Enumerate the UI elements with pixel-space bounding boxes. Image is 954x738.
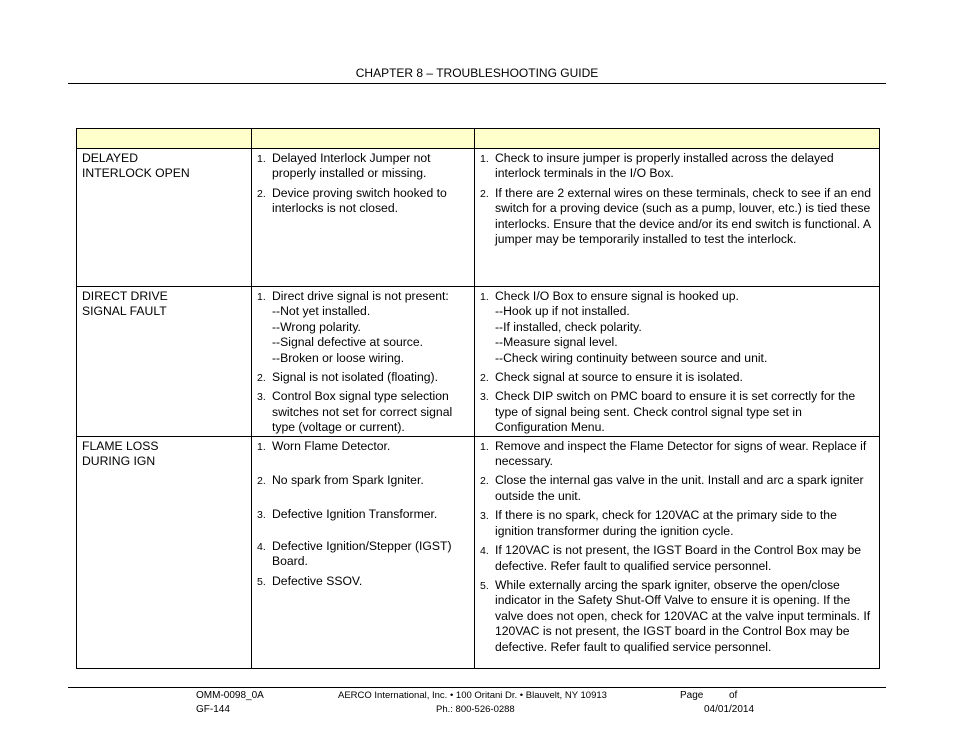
table-row: [77, 149, 880, 287]
probable-cause-cell: [252, 287, 475, 437]
item-number: 5.: [257, 575, 266, 588]
item-text: If there are 2 external wires on these terminals, check to see if an end switch for a proving device (such as a pump, louver, etc.) is tied these interlocks. Ensure that the device and/or its end switch is functional. A jumper may be temporarily installed to test the interlock.: [495, 185, 871, 247]
list-item: [480, 370, 875, 385]
item-text: Check I/O Box to ensure signal is hooked up.: [495, 289, 739, 303]
item-number: 2.: [480, 475, 489, 488]
item-number: 2.: [480, 372, 489, 385]
item-number: 3.: [480, 391, 489, 404]
fault-text: SIGNAL FAULT: [82, 304, 167, 319]
item-number: 2.: [257, 475, 266, 488]
corrective-action-cell: [475, 149, 880, 287]
fault-text: INTERLOCK OPEN: [82, 166, 190, 181]
list-item: [257, 289, 470, 366]
list-item: [480, 289, 875, 366]
item-text: Remove and inspect the Flame Detector for signs of wear. Replace if necessary.: [495, 438, 867, 469]
probable-cause-cell: [252, 149, 475, 287]
item-text: Check to insure jumper is properly installed across the delayed interlock terminals in the I/O Box.: [495, 151, 834, 181]
corrective-action-cell: [475, 436, 880, 668]
sub-item: --Hook up if not installed.: [495, 304, 630, 319]
header-cell-cause: [252, 129, 475, 149]
list-item: [480, 389, 875, 435]
list-item: [480, 508, 875, 539]
sub-item: --Not yet installed.: [272, 304, 371, 319]
item-text: Defective Ignition/Stepper (IGST) Board.: [272, 538, 452, 569]
sub-item: --Measure signal level.: [495, 335, 618, 350]
item-text: No spark from Spark Igniter.: [272, 473, 424, 488]
item-number: 4.: [257, 540, 266, 553]
item-text: While externally arcing the spark igniter, observe the open/close indicator in the Safety Shut-Off Valve to ensure it is opening. If the valve does not open, check for 120VAC at the valve input terminals. If 120VAC is not present, the IGST board in the Control Box may be defective. Refer fault to qualified service personnel.: [495, 577, 871, 654]
item-number: 5.: [480, 579, 489, 592]
item-text: Delayed Interlock Jumper not properly installed or missing.: [272, 151, 431, 181]
list-item: [480, 578, 875, 655]
item-number: 4.: [480, 545, 489, 558]
header-cell-action: [475, 129, 880, 149]
table-row: [77, 287, 880, 437]
item-text: Defective SSOV.: [272, 573, 363, 588]
item-number: 1.: [480, 291, 489, 303]
item-number: 1.: [257, 153, 266, 165]
sub-item: --Wrong polarity.: [272, 319, 361, 334]
item-number: 2.: [480, 187, 489, 200]
header-rule: [68, 83, 886, 84]
fault-text: DURING IGN: [82, 454, 156, 469]
item-text: Control Box signal type selection switches not set for correct signal type (voltage or current).: [272, 389, 453, 435]
item-text: Close the internal gas valve in the unit. Install and arc a spark igniter outside the unit.: [495, 473, 864, 503]
list-item: [480, 473, 875, 504]
list-item: [257, 539, 470, 570]
item-number: 1.: [257, 440, 266, 453]
footer-rule: [68, 687, 886, 688]
fault-text: DELAYED: [82, 151, 138, 165]
fault-indication-cell: [77, 436, 252, 668]
gf-number: GF-144: [196, 704, 230, 715]
list-item: [257, 370, 470, 385]
item-text: If there is no spark, check for 120VAC at the primary side to the ignition transformer during the ignition cycle.: [495, 508, 837, 538]
table-header-row: [77, 129, 880, 149]
item-text: Worn Flame Detector.: [272, 438, 391, 453]
list-item: [480, 151, 875, 182]
page-of-label: of: [729, 690, 738, 701]
item-text: Signal is not isolated (floating).: [272, 370, 438, 385]
list-item: [257, 151, 470, 182]
revision-date: 04/01/2014: [704, 704, 755, 715]
troubleshooting-table: [76, 128, 880, 669]
sub-item: --Check wiring continuity between source and unit.: [495, 350, 768, 365]
item-text: Check signal at source to ensure it is isolated.: [495, 370, 743, 385]
fault-indication-cell: [77, 287, 252, 437]
fault-text: FLAME LOSS: [82, 438, 159, 453]
list-item: [257, 186, 470, 217]
item-number: 1.: [480, 153, 489, 165]
sub-item: --Broken or loose wiring.: [272, 350, 405, 365]
document-number: OMM-0098_0A: [196, 690, 264, 701]
page-label: Page: [680, 690, 704, 701]
fault-text: DIRECT DRIVE: [82, 289, 168, 303]
list-item: [257, 389, 470, 435]
fault-indication-cell: [77, 149, 252, 287]
item-number: 1.: [480, 440, 489, 453]
item-number: 2.: [257, 187, 266, 200]
probable-cause-cell: [252, 436, 475, 668]
list-item: [480, 186, 875, 248]
item-text: Check DIP switch on PMC board to ensure it is set correctly for the type of signal being sent. Check control signal type set in Configuration Menu.: [495, 389, 856, 435]
sub-item: --Signal defective at source.: [272, 335, 424, 350]
list-item: [257, 439, 470, 454]
chapter-title: CHAPTER 8 – TROUBLESHOOTING GUIDE: [355, 66, 599, 80]
item-text: Direct drive signal is not present:: [272, 289, 449, 303]
item-text: If 120VAC is not present, the IGST Board in the Control Box may be defective. Refer fault to qualified service personnel.: [495, 543, 862, 573]
item-text: Device proving switch hooked to interlocks is not closed.: [272, 185, 447, 216]
item-number: 3.: [257, 509, 266, 522]
company-address: AERCO International, Inc. • 100 Oritani Dr. • Blauvelt, NY 10913: [338, 690, 607, 701]
list-item: [257, 473, 470, 488]
list-item: [257, 507, 470, 522]
company-phone: Ph.: 800-526-0288: [436, 704, 515, 715]
table-row: [77, 436, 880, 668]
list-item: [480, 543, 875, 574]
list-item: [480, 439, 875, 470]
item-text: Defective Ignition Transformer.: [272, 507, 438, 522]
item-number: 1.: [257, 291, 266, 303]
item-number: 3.: [480, 510, 489, 523]
list-item: [257, 574, 470, 589]
sub-item: --If installed, check polarity.: [495, 319, 642, 334]
item-number: 2.: [257, 372, 266, 385]
corrective-action-cell: [475, 287, 880, 437]
item-number: 3.: [257, 391, 266, 404]
header-cell-fault: [77, 129, 252, 149]
